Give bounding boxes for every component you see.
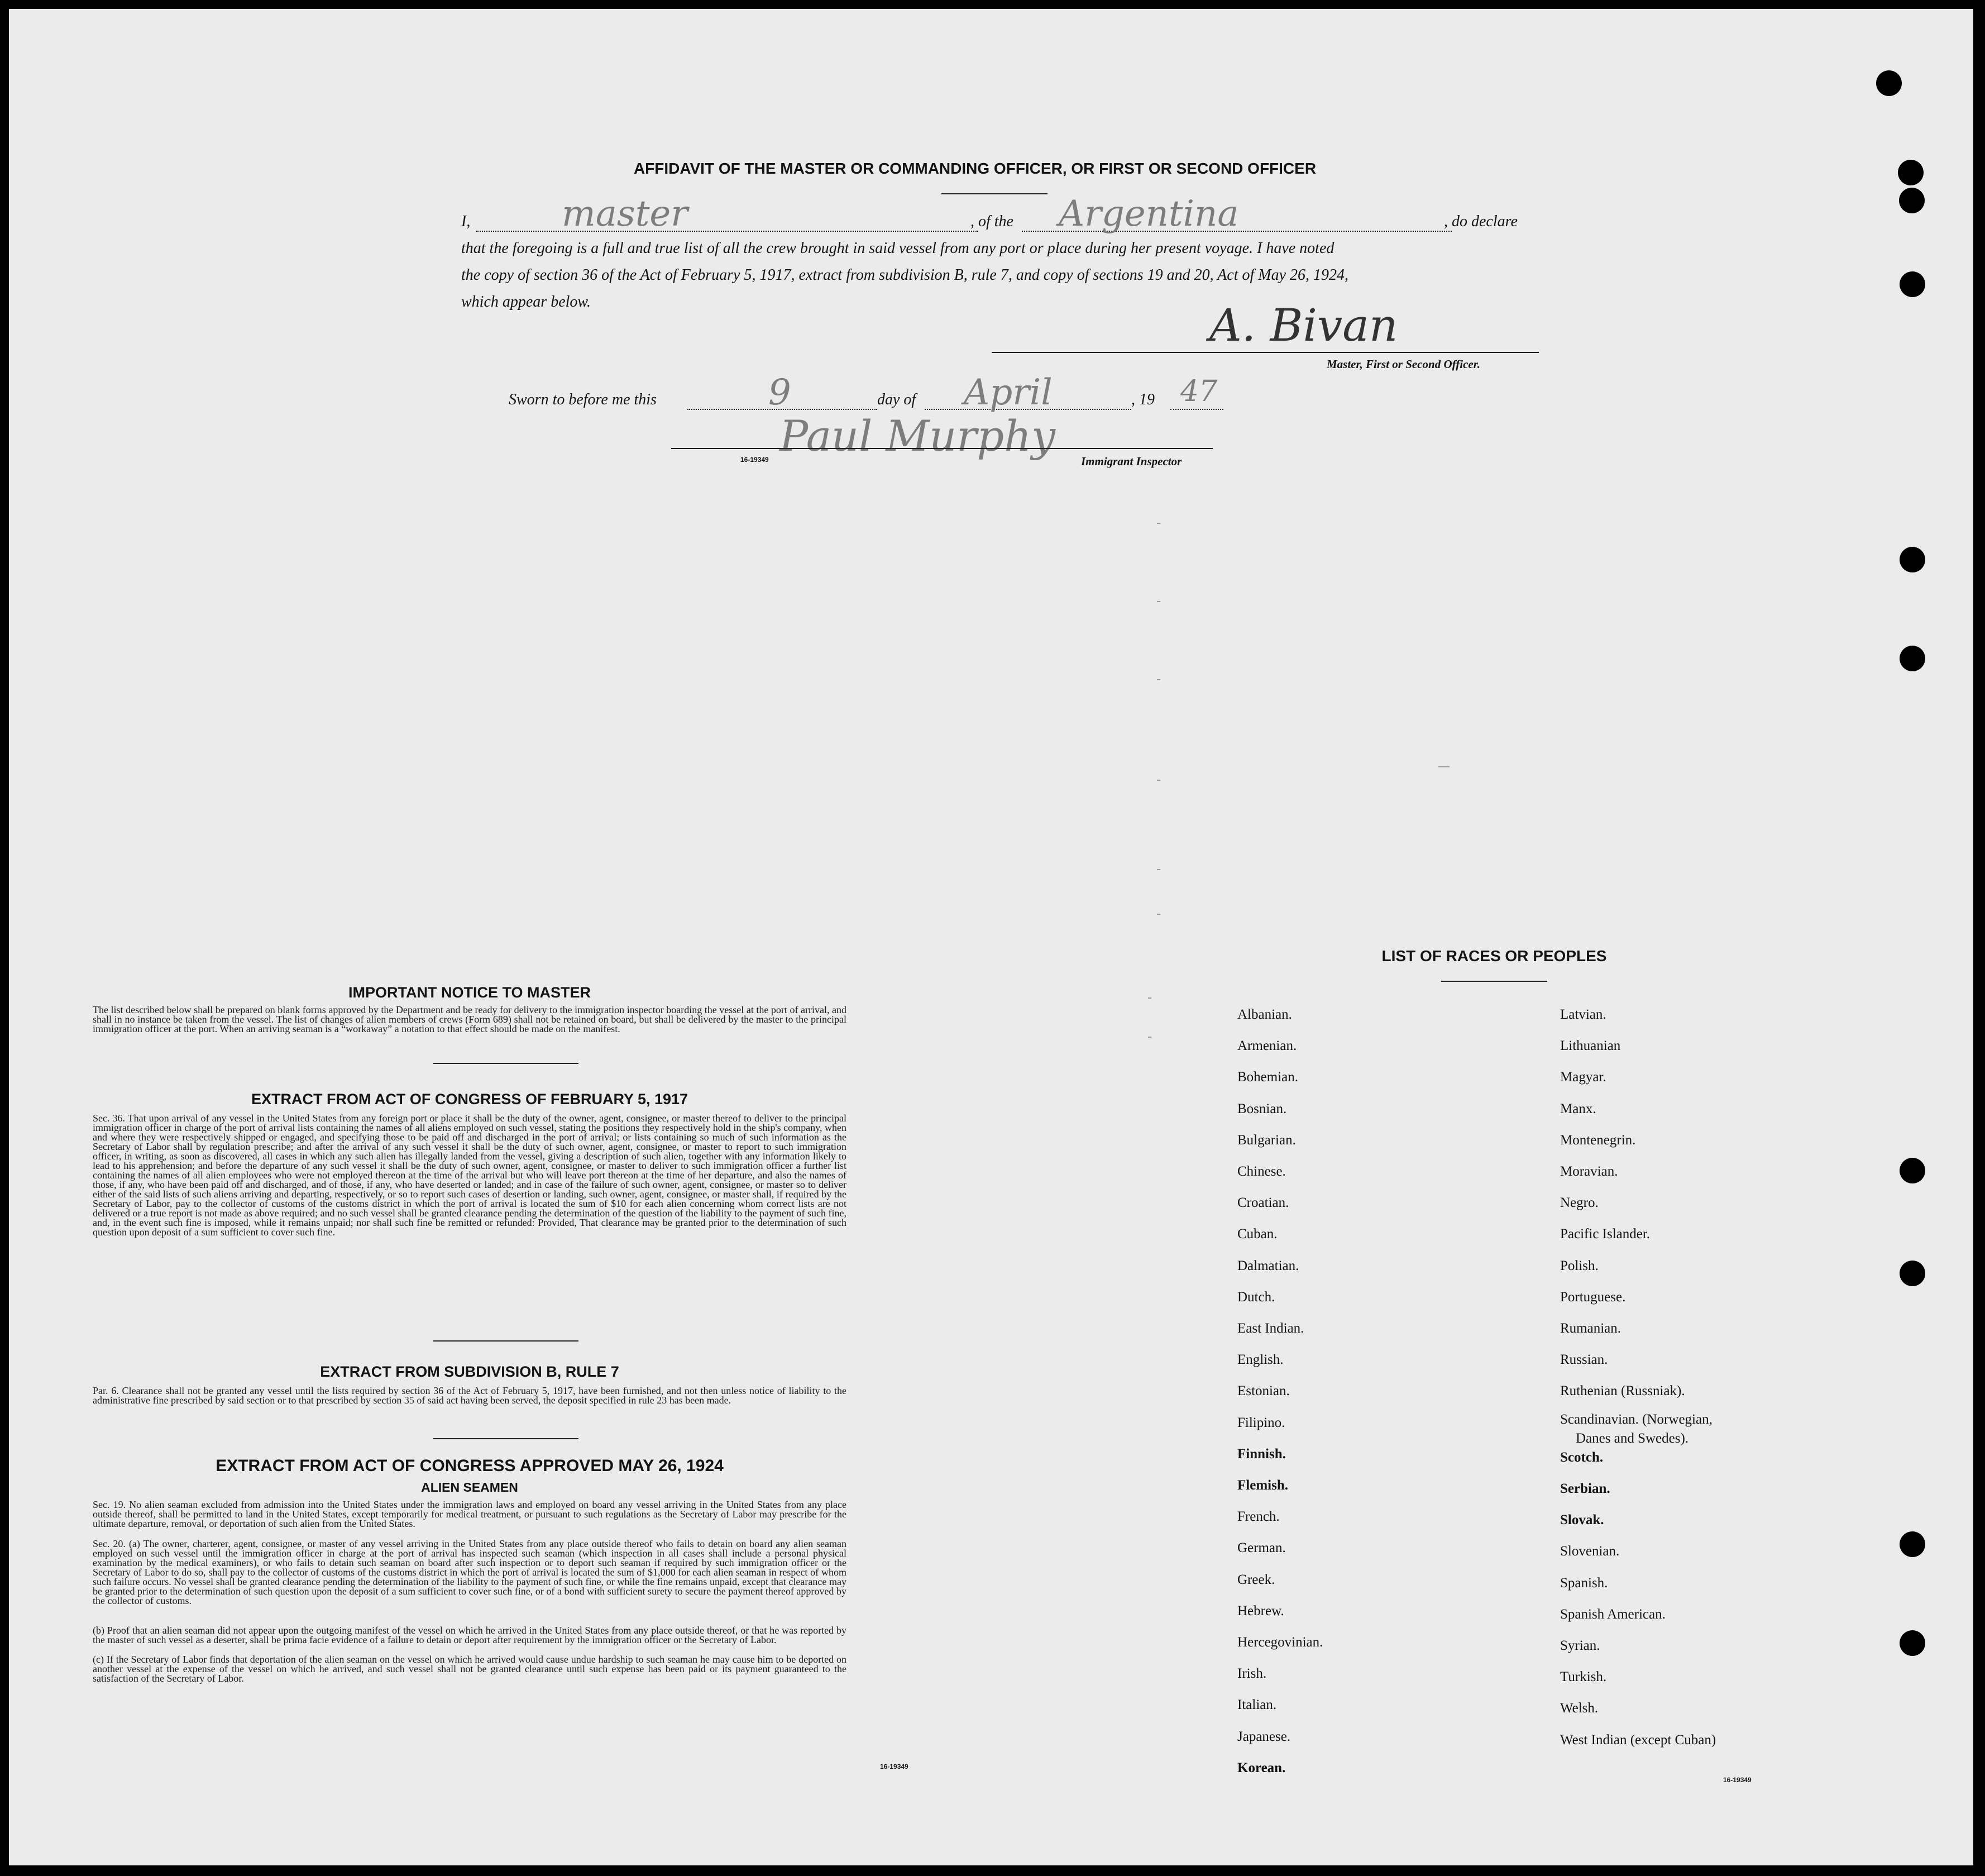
signature-caption: Master, First or Second Officer. [1327, 357, 1480, 371]
race-item: Scotch. [1560, 1450, 1604, 1465]
race-item: East Indian. [1237, 1321, 1304, 1336]
divider [433, 1438, 578, 1439]
race-item: Hercegovinian. [1237, 1635, 1323, 1650]
divider [433, 1340, 578, 1342]
race-item: Finnish. [1237, 1447, 1286, 1462]
extract-1917-text: Sec. 36. That upon arrival of any vessel in the United States from any foreign port or place it shall be the duty of the owner, agent, consignee, or master thereof to deliver to the principal immigration officer in charge of the port of arrival lists containing the names of all aliens employed on such vessel, stating the positions they respectively hold in the ship's company, when and where they were respectively shipped or engaged, and specifying those to be paid off and discharged in the port of arrival; or lists containing so much of such information as the Secretary of Labor shall by regulation prescribe; and after the arrival of any such vessel it shall be the duty of such owner, agent, consignee, or master to report to such immigration officer, in writing, as soon as discovered, all cases in which any such alien has illegally landed from the vessel, giving a description of such alien, together with any information likely to lead to his apprehension; and before the departure of any such vessel it shall be the duty of such owner, agent, consignee, or master to deliver to such immigration officer a further list containing the names of all alien employees who were not employed thereon at the time of the arrival but who will leave port thereon at the time of her departure, and also the names of those, if any, who have been paid off and discharged, and of those, if any, who have deserted or landed; and in case of the failure of such owner, agent, consignee, or master so to deliver either of the said lists of such aliens arriving and departing, respectively, or so to report such cases of desertion or landing, such owner, agent, consignee, or master shall, if required by the Secretary of Labor, pay to the collector of customs of the customs district in which the port of arrival is located the sum of $10 for each alien concerning whom correct lists are not delivered or a true report is not made as above required; and no such vessel shall be granted clearance pending the determination of the question of the liability to the payment of such fine, and, in the event such fine is imposed, while it remains unpaid; nor shall such fine be remitted or refunded: Provided, That clearance may be granted prior to the determination of such question upon deposit of a sum sufficient to cover such fine. [93, 1113, 846, 1238]
affidavit-text: the copy of section 36 of the Act of February 5, 1917, extract from subdivision B, rule 7, and copy of sections 19 and 20, Act of May 26, 1924, [461, 266, 1349, 284]
affidavit-i-label: I, [461, 213, 471, 230]
race-item: Moravian. [1560, 1164, 1618, 1179]
race-item: Japanese. [1237, 1729, 1291, 1744]
race-item: Montenegrin. [1560, 1133, 1636, 1148]
extract-1924-title: EXTRACT FROM ACT OF CONGRESS APPROVED MAY 26, 1924 [216, 1457, 724, 1475]
race-item: Armenian. [1237, 1038, 1297, 1053]
race-item: Pacific Islander. [1560, 1226, 1651, 1242]
race-item: Bohemian. [1237, 1070, 1299, 1085]
sec20b-text: (b) Proof that an alien seaman did not appear upon the outgoing manifest of the vessel on which he arrived in the United States from any place outside thereof, or that he was reported by the master of such vessel as a deserter, shall be prima facie evidence of a failure to detain or deport after requirement by the immigration officer or the Secretary of Labor. [93, 1625, 846, 1645]
race-item: Manx. [1560, 1101, 1596, 1116]
race-item: Slovenian. [1560, 1544, 1620, 1559]
handwritten-day: 9 [768, 372, 791, 413]
race-item: Irish. [1237, 1666, 1267, 1681]
punch-hole [1900, 1531, 1925, 1557]
race-item: Hebrew. [1237, 1603, 1284, 1619]
race-item: Danes and Swedes). [1576, 1431, 1689, 1446]
handwritten-year: 47 [1180, 375, 1218, 408]
race-item: Serbian. [1560, 1481, 1610, 1496]
race-item: Scandinavian. (Norwegian, [1560, 1412, 1713, 1427]
race-item: French. [1237, 1509, 1280, 1524]
divider [433, 1063, 578, 1064]
year-prefix: , 19 [1131, 391, 1155, 408]
handwritten-month: April [964, 372, 1053, 413]
punch-hole [1899, 188, 1925, 213]
document-page [9, 9, 1973, 1865]
of-the-label: , of the [970, 213, 1013, 230]
sec19-text: Sec. 19. No alien seaman excluded from admission into the United States under the immigration laws and employed on board any vessel arriving in the United States from any place outside thereof, shall be permitted to land in the United States, except temporarily for medical treatment, or pursuant to such regulations as the Secretary of Labor may prescribe for the ultimate departure, removal, or deportation of such alien from the United States. [93, 1499, 846, 1529]
race-item: Chinese. [1237, 1164, 1286, 1179]
sworn-text: Sworn to before me this [509, 391, 657, 408]
affidavit-text: which appear below. [461, 293, 591, 311]
race-item: Spanish American. [1560, 1607, 1666, 1622]
race-item: Russian. [1560, 1352, 1608, 1367]
affidavit-title: AFFIDAVIT OF THE MASTER OR COMMANDING OFFICER, OR FIRST OR SECOND OFFICER [633, 160, 1317, 177]
extract-rule7-title: EXTRACT FROM SUBDIVISION B, RULE 7 [320, 1363, 619, 1380]
race-item: Dutch. [1237, 1290, 1275, 1305]
inspector-signature: Paul Murphy [779, 411, 1056, 461]
race-item: Negro. [1560, 1195, 1599, 1210]
race-item: Albanian. [1237, 1007, 1292, 1022]
sec20a-text: Sec. 20. (a) The owner, charterer, agent, consignee, or master of any vessel arriving in the United States from any place outside thereof who fails to detain on board any alien seaman employed on such vessel until the immigration officer in charge at the port of arrival has inspected such seaman (which inspection in all cases shall include a personal physical examination by the medical examiners), or who fails to detain such seaman on board after such inspection or to deport such seaman if required by such immigration officer or the Secretary of Labor to do so, shall pay to the collector of customs of the customs district in which the port of arrival is located the sum of $1,000 for each alien seaman in respect of whom such failure occurs. No vessel shall be granted clearance pending the determination of the liability to the payment of such fine, or while the fine remains unpaid, except that clearance may be granted prior to the determination of such question upon the deposit of a sum sufficient to cover such fine, or of a bond with sufficient surety to secure the payment thereof approved by the collector of customs. [93, 1538, 846, 1606]
handwritten-vessel: Argentina [1059, 193, 1239, 235]
race-item: Turkish. [1560, 1669, 1607, 1684]
divider [1441, 981, 1547, 982]
extract-1924-subtitle: ALIEN SEAMEN [421, 1480, 518, 1495]
punch-hole [1876, 70, 1902, 96]
race-item: Cuban. [1237, 1226, 1278, 1242]
race-item: West Indian (except Cuban) [1560, 1732, 1716, 1748]
punch-hole [1900, 1630, 1925, 1656]
punch-hole [1900, 271, 1925, 297]
form-number: 16-19349 [740, 456, 769, 464]
affidavit-text: that the foregoing is a full and true list of all the crew brought in said vessel from any port or place during her present voyage. I have noted [461, 240, 1335, 257]
race-item: Lithuanian [1560, 1038, 1621, 1053]
notice-title: IMPORTANT NOTICE TO MASTER [348, 984, 591, 1001]
divider [941, 193, 1047, 194]
race-item: Magyar. [1560, 1070, 1606, 1085]
race-item: English. [1237, 1352, 1284, 1367]
punch-hole [1900, 547, 1925, 572]
master-signature: A. Bivan [1209, 299, 1398, 351]
day-of-text: day of [877, 391, 916, 408]
race-item: Italian. [1237, 1697, 1277, 1712]
form-number: 16-19349 [880, 1763, 908, 1770]
race-item: Croatian. [1237, 1195, 1289, 1210]
race-item: Rumanian. [1560, 1321, 1622, 1336]
race-item: Bosnian. [1237, 1101, 1287, 1116]
race-item: Polish. [1560, 1258, 1599, 1273]
punch-hole [1898, 160, 1924, 185]
races-title: LIST OF RACES OR PEOPLES [1381, 947, 1607, 965]
race-item: Welsh. [1560, 1701, 1599, 1716]
race-item: Portuguese. [1560, 1290, 1626, 1305]
race-item: Dalmatian. [1237, 1258, 1299, 1273]
race-item: Spanish. [1560, 1576, 1608, 1591]
inspector-caption: Immigrant Inspector [1081, 455, 1182, 468]
punch-hole [1900, 646, 1925, 671]
race-item: Korean. [1237, 1760, 1286, 1775]
do-declare-label: , do declare [1444, 213, 1518, 230]
race-item: Filipino. [1237, 1415, 1285, 1430]
race-item: Bulgarian. [1237, 1133, 1296, 1148]
punch-hole [1900, 1158, 1925, 1183]
race-item: German. [1237, 1540, 1286, 1555]
race-item: Greek. [1237, 1572, 1275, 1587]
handwritten-name: master [562, 193, 688, 235]
punch-hole [1900, 1261, 1925, 1286]
extract-rule7-text: Par. 6. Clearance shall not be granted any vessel until the lists required by section 36 of the Act of February 5, 1917, have been furnished, and not then unless notice of liability to the administrative fine prescribed by said section or to that prescribed by section 35 of said act having been served, the deposit specified in rule 23 has been made. [93, 1385, 846, 1406]
sec20c-text: (c) If the Secretary of Labor finds that deportation of the alien seaman on the vessel on which he arrived would cause undue hardship to such seaman he may cause him to be deported on another vessel at the expense of the vessel on which he arrived, and such vessel shall not be granted clearance until such expense has been paid or its payment guaranteed to the satisfaction of the Secretary of Labor. [93, 1654, 846, 1684]
form-number: 16-19349 [1723, 1776, 1752, 1784]
notice-text: The list described below shall be prepared on blank forms approved by the Department and be ready for delivery to the immigration inspector boarding the vessel at the port of arrival, and shall in no instance be taken from the vessel. The list of changes of alien members of crews (Form 689) shall not be retained on board, but shall be delivered by the master to the principal immigration officer at the port. When an arriving seaman is a “workaway” a notation to that effect should be made on the manifest. [93, 1004, 846, 1034]
race-item: Syrian. [1560, 1638, 1600, 1653]
race-item: Flemish. [1237, 1478, 1288, 1493]
race-item: Slovak. [1560, 1512, 1604, 1527]
race-item: Ruthenian (Russniak). [1560, 1383, 1685, 1398]
race-item: Estonian. [1237, 1383, 1290, 1398]
race-item: Latvian. [1560, 1007, 1606, 1022]
extract-1917-title: EXTRACT FROM ACT OF CONGRESS OF FEBRUARY 5, 1917 [251, 1091, 688, 1108]
